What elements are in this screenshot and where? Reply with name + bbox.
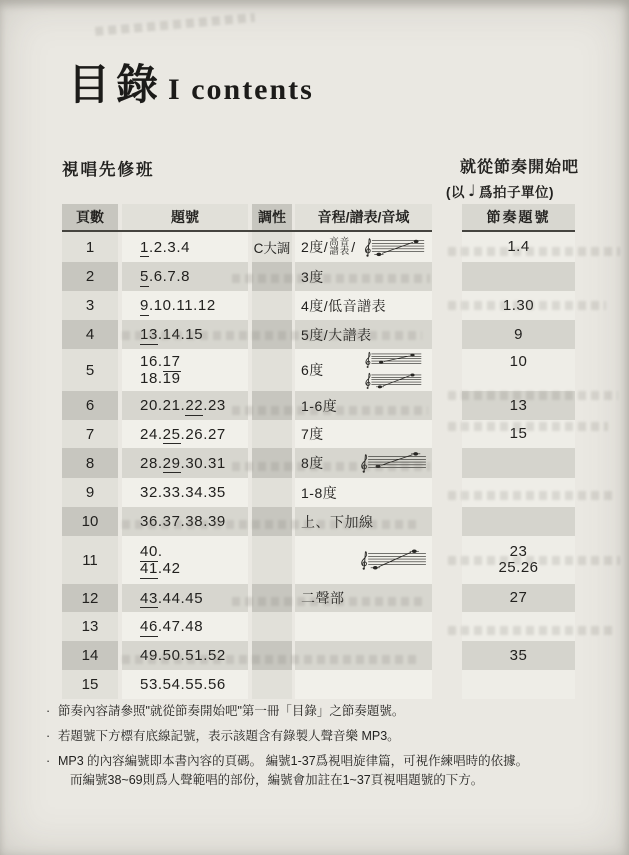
- rhythm-number-cell: [462, 670, 575, 699]
- key-cell: [252, 391, 292, 420]
- treble-staff-icon: [354, 549, 430, 571]
- title-numbers-cell: [122, 391, 248, 420]
- title-number-line: [140, 618, 248, 635]
- title-number-line: [140, 268, 248, 285]
- title-numbers-cell: [122, 670, 248, 699]
- range-cell: [295, 478, 432, 507]
- title-number-line: [140, 239, 248, 256]
- rhythm-number-cell: [462, 448, 575, 478]
- title-number-line: [140, 370, 248, 387]
- page-number: 9: [85, 484, 95, 501]
- table-row: [62, 320, 432, 349]
- table-row: [62, 391, 432, 420]
- title-number-line: [140, 590, 248, 607]
- title-number-line: [140, 484, 248, 501]
- footnote: [46, 752, 594, 790]
- range-label: 6度: [301, 362, 324, 378]
- key-cell: [252, 320, 292, 349]
- table-row: [62, 641, 432, 670]
- title-number-segment: .10.11.12: [148, 297, 216, 314]
- title-number-segment: .30.31: [180, 454, 226, 472]
- page-number: 3: [85, 297, 95, 314]
- range-label: 5度/大譜表: [301, 326, 372, 343]
- title-number-segment: 9: [140, 297, 149, 314]
- footnotes: [46, 702, 594, 796]
- rhythm-number-cell: [462, 420, 575, 448]
- title-number-segment: .47.48: [157, 618, 204, 635]
- title-number-line: [140, 543, 248, 560]
- footnote: [46, 727, 594, 746]
- title-numbers-cell: [122, 349, 248, 391]
- header-cell-page: [62, 204, 118, 230]
- rhythm-number-cell: [462, 320, 575, 349]
- table-row: [62, 507, 432, 536]
- footnote-line: 節奏內容請參照"就從節奏開始吧"第一冊「目錄」之節奏題號。: [58, 704, 405, 718]
- title-numbers-cell: [122, 320, 248, 349]
- treble-staff-icon: [358, 236, 428, 258]
- range-cell: [295, 232, 432, 262]
- title-number-segment: 13: [140, 326, 158, 343]
- page-number: 12: [81, 589, 99, 607]
- title-number-segment: .23: [203, 397, 226, 414]
- beat-unit-suffix: 爲拍子單位): [479, 185, 555, 200]
- title-numbers-cell: [122, 262, 248, 291]
- range-cell: [295, 262, 432, 291]
- title-numbers-cell: [122, 612, 248, 641]
- rhythm-number-cell: [462, 507, 575, 536]
- footnote-text: [58, 727, 400, 746]
- header-cell-title-number: [122, 204, 248, 230]
- title-number-segment: 29: [162, 454, 181, 472]
- range-cell: [295, 349, 432, 391]
- title-number-segment: 25: [162, 425, 181, 443]
- title-number-line: [140, 397, 248, 414]
- rhythm-number-column: [462, 204, 575, 699]
- title-number-line: [140, 455, 248, 472]
- footnote-bullet: ·: [46, 704, 51, 718]
- page-number: 10: [81, 513, 99, 530]
- title-number-segment: 46: [140, 618, 158, 635]
- range-cell: [295, 641, 432, 670]
- title-numbers-cell: [122, 291, 248, 320]
- key-cell: [252, 536, 292, 584]
- range-label: 3度: [301, 268, 324, 285]
- footnote-bullet: ·: [46, 754, 51, 768]
- page-number: 4: [85, 326, 95, 343]
- page-cell: [62, 291, 118, 320]
- table-row: [62, 420, 432, 448]
- title-number-segment: 17: [162, 353, 181, 370]
- rhythm-number: 25.26: [498, 559, 539, 576]
- page-number: 1: [85, 238, 95, 256]
- range-cell: [295, 391, 432, 420]
- treble-staff-icon: [354, 350, 430, 369]
- page-cell: [62, 478, 118, 507]
- page-number: 2: [85, 268, 95, 285]
- title-number-line: [140, 426, 248, 443]
- title-number-segment: 5: [140, 268, 149, 285]
- bleed-through-artifact: [95, 13, 255, 36]
- key-cell: [252, 448, 292, 478]
- table-row: [62, 478, 432, 507]
- key-cell: [252, 232, 292, 262]
- title-number-segment: 53.54.55.56: [140, 676, 226, 693]
- rhythm-number: 13: [509, 396, 528, 414]
- page-cell: [62, 641, 118, 670]
- footnote-bullet: ·: [46, 729, 51, 743]
- table-row: [62, 584, 432, 612]
- rhythm-number-cell: [462, 232, 575, 262]
- range-cell: [295, 420, 432, 448]
- table-row: [62, 448, 432, 478]
- range-label: 7度: [301, 426, 324, 442]
- title-number-segment: 49.50.51.52: [140, 647, 226, 664]
- range-staff-group: [354, 350, 430, 390]
- rhythm-number: 15: [509, 425, 528, 442]
- page-number: 7: [85, 425, 95, 443]
- page-number: 11: [82, 551, 98, 569]
- title-number-line: [140, 297, 248, 314]
- title-number-line: [140, 513, 248, 530]
- key-cell: [252, 612, 292, 641]
- header-cell-range-label: 音程/譜表/音域: [317, 209, 410, 225]
- page-cell: [62, 670, 118, 699]
- range-cell: [295, 536, 432, 584]
- table-row: [62, 612, 432, 641]
- rhythm-number: 9: [514, 325, 523, 343]
- key-cell: [252, 670, 292, 699]
- page-cell: [62, 320, 118, 349]
- title-number-segment: 36.37.38.39: [140, 513, 226, 530]
- title-number-segment: 24.: [140, 425, 163, 443]
- range-separator: /: [351, 239, 356, 255]
- rhythm-number: 10: [509, 353, 528, 370]
- title-number-line: [140, 560, 248, 577]
- title-numbers-cell: [122, 584, 248, 612]
- rhythm-number: 27: [509, 589, 528, 606]
- title-number-segment: .2.3.4: [148, 238, 191, 256]
- page-cell: [62, 507, 118, 536]
- title-number-line: [140, 647, 248, 664]
- rhythm-number-cell: [462, 291, 575, 320]
- range-cell: [295, 584, 432, 612]
- page-number: 8: [85, 454, 95, 472]
- page-cell: [62, 232, 118, 262]
- rhythm-number-cell: [462, 612, 575, 641]
- rhythm-number: 35: [509, 646, 528, 664]
- range-cell: [295, 612, 432, 641]
- range-staff-type-line: 高音: [329, 236, 351, 248]
- range-cell: [295, 507, 432, 536]
- range-staff-type-line: 譜表: [329, 246, 351, 257]
- page-number: 5: [85, 361, 95, 379]
- footnote: [46, 702, 594, 721]
- page-title: [68, 52, 314, 112]
- title-number-segment: 18.19: [140, 370, 181, 387]
- table-row: [62, 536, 432, 584]
- left-section-heading: 視唱先修班: [62, 161, 155, 179]
- range-label: 8度: [301, 455, 324, 471]
- title-number-segment: 43: [140, 589, 158, 607]
- key-cell: [252, 349, 292, 391]
- page-number: 6: [85, 397, 95, 414]
- treble-staff-icon: [354, 452, 430, 474]
- title-number-segment: 1: [140, 238, 149, 256]
- header-cell-title-number-label: 題號: [171, 209, 199, 225]
- page-cell: [62, 391, 118, 420]
- title-number-segment: .6.7.8: [148, 268, 191, 285]
- rhythm-number: 1.30: [502, 296, 535, 314]
- table-row: [62, 232, 432, 262]
- title-numbers-cell: [122, 478, 248, 507]
- range-label: 1-8度: [301, 484, 338, 501]
- title-number-line: [140, 326, 248, 343]
- rhythm-number-cell: [462, 262, 575, 291]
- title-numbers-cell: [122, 641, 248, 670]
- header-cell-key: [252, 204, 292, 230]
- title-number-segment: 40: [140, 543, 158, 560]
- range-label: 4度/低音譜表: [301, 297, 387, 314]
- treble-staff-icon: [354, 371, 430, 390]
- range-cell: [295, 291, 432, 320]
- title-number-line: [140, 353, 248, 370]
- page-cell: [62, 584, 118, 612]
- rhythm-column-header: 節奏題號: [462, 204, 575, 230]
- page-number: 14: [81, 647, 99, 664]
- title-numbers-cell: [122, 448, 248, 478]
- title-number-segment: 41: [140, 560, 158, 577]
- range-label: 1-6度: [301, 397, 338, 414]
- page-number: 13: [81, 618, 99, 635]
- title-numbers-cell: [122, 536, 248, 584]
- header-cell-page-label: 頁數: [76, 209, 104, 225]
- beat-unit-note: [446, 181, 554, 201]
- title-number-segment: .42: [157, 560, 181, 577]
- rhythm-section-heading: 就從節奏開始吧: [460, 159, 580, 176]
- range-cell: [295, 320, 432, 349]
- key-cell: [252, 291, 292, 320]
- range-staff-type-label: [329, 238, 350, 257]
- table-row: [62, 349, 432, 391]
- page-cell: [62, 420, 118, 448]
- title-numbers-cell: [122, 507, 248, 536]
- footnote-line: 而編號38~69則爲人聲範唱的部份，編號會加註在1~37頁視唱題號的下方。: [70, 773, 484, 787]
- footnote-line: MP3 的內容編號即本書內容的頁碼。 編號1-37爲視唱旋律篇，可視作練唱時的依據。: [58, 754, 529, 768]
- title-number-segment: 28.: [140, 454, 163, 472]
- rhythm-number: 23: [509, 543, 528, 560]
- table-row: [62, 291, 432, 320]
- quarter-note-icon: ♩: [468, 181, 477, 200]
- table-row: [62, 670, 432, 699]
- title-number-line: [140, 676, 248, 693]
- rhythm-number-cell: [462, 391, 575, 420]
- title-number-segment: 20.21.: [140, 397, 186, 414]
- page-title-latin: I contents: [168, 73, 314, 106]
- key-cell: [252, 478, 292, 507]
- title-number-segment: .44.45: [157, 589, 204, 607]
- key-cell: [252, 584, 292, 612]
- rhythm-number-cell: [462, 584, 575, 612]
- rhythm-number-cell: [462, 478, 575, 507]
- title-number-segment: .26.27: [180, 425, 226, 443]
- footnote-text: [58, 702, 404, 721]
- footnote-text: [58, 752, 528, 790]
- rhythm-number: 1.4: [507, 238, 530, 255]
- header-cell-key-label: 調性: [258, 209, 286, 225]
- title-numbers-cell: [122, 232, 248, 262]
- key-cell: [252, 507, 292, 536]
- page-number: 15: [81, 676, 99, 693]
- range-label: 二聲部: [301, 590, 345, 606]
- rhythm-number-cell: [462, 349, 575, 391]
- title-number-segment: 16.: [140, 353, 163, 370]
- table-row: [62, 262, 432, 291]
- range-label: 2度/: [301, 239, 329, 255]
- key-cell: [252, 420, 292, 448]
- title-number-segment: 32.33.34.35: [140, 484, 226, 501]
- page-cell: [62, 448, 118, 478]
- range-cell: [295, 670, 432, 699]
- title-number-segment: .14.15: [157, 326, 204, 343]
- beat-unit-prefix: (以: [446, 185, 465, 200]
- title-number-segment: .: [157, 543, 163, 560]
- rhythm-number-cell: [462, 536, 575, 584]
- page-cell: [62, 612, 118, 641]
- page-cell: [62, 349, 118, 391]
- page-cell: [62, 536, 118, 584]
- key-cell: [252, 641, 292, 670]
- table-header-row: [62, 204, 432, 230]
- title-numbers-cell: [122, 420, 248, 448]
- range-label: 上、下加線: [301, 513, 374, 530]
- contents-table: [62, 204, 432, 699]
- key-label: C大調: [253, 241, 291, 256]
- footnote-line: 若題號下方標有底線記號，表示該題含有錄製人聲音樂 MP3。: [58, 729, 400, 743]
- rhythm-number-cell: [462, 641, 575, 670]
- header-cell-range: [295, 204, 432, 230]
- title-number-segment: 22: [185, 397, 204, 414]
- range-cell: [295, 448, 432, 478]
- page-cell: [62, 262, 118, 291]
- key-cell: [252, 262, 292, 291]
- page-title-cjk: 目錄: [68, 63, 165, 109]
